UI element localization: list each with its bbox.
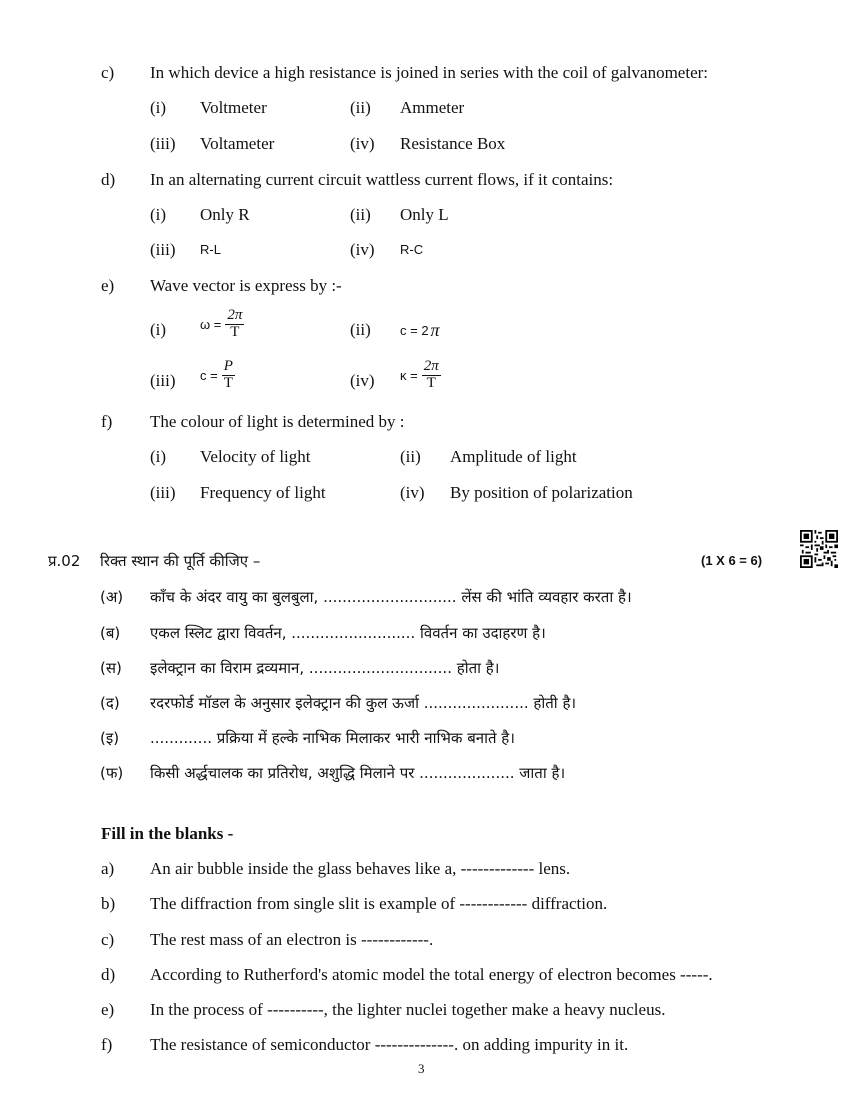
formula-lhs: ω = xyxy=(200,316,222,332)
formula-kappa-2pi-over-t xyxy=(400,359,441,392)
formula-lhs: c = 2 xyxy=(400,323,429,338)
fraction-denominator: T xyxy=(223,374,233,391)
formula-lhs: c = xyxy=(200,367,218,383)
formula-rhs: π xyxy=(430,320,440,340)
question-d-option-1-num: (i) xyxy=(150,205,167,224)
question-f-option-1-num: (i) xyxy=(150,447,167,466)
question-c-option-1-num: (i) xyxy=(150,98,167,117)
english-item-text: In the process of ----------, the lighter nuclei together make a heavy nucleus. xyxy=(150,1000,666,1019)
question-d-text: In an alternating current circuit wattless current flows, if it contains: xyxy=(150,170,614,189)
question-f-option-4-num: (iv) xyxy=(400,483,425,502)
question-e-option-4-num: (iv) xyxy=(350,371,375,390)
hindi-item-label: (फ) xyxy=(100,764,124,782)
hindi-item-text: काँच के अंदर वायु का बुलबुला, ............................ लेंस की भांति व्यवहार करता है। xyxy=(150,588,632,606)
english-item-text: According to Rutherford's atomic model the total energy of electron becomes -----. xyxy=(150,965,713,984)
question-f-option-2-num: (ii) xyxy=(400,447,421,466)
question-c-option-4-num: (iv) xyxy=(350,134,375,153)
hindi-item-text: किसी अर्द्धचालक का प्रतिरोध, अशुद्धि मिलाने पर .................... जाता है। xyxy=(150,764,566,782)
fraction-numerator: 2π xyxy=(227,307,243,323)
question-c-option-2-text: Ammeter xyxy=(400,98,465,117)
question-f-option-2-text: Amplitude of light xyxy=(450,447,577,466)
question-f-option-4-text: By position of polarization xyxy=(450,483,633,502)
question-f-text: The colour of light is determined by : xyxy=(150,412,405,431)
fraction-denominator: T xyxy=(230,323,240,340)
question-c-label: c) xyxy=(101,63,115,82)
question-2-heading: रिक्त स्थान की पूर्ति कीजिए – xyxy=(100,552,261,570)
marks-badge: (1 X 6 = 6) xyxy=(701,553,763,568)
fraction xyxy=(422,359,441,392)
page-number: 3 xyxy=(418,1061,425,1076)
question-e-label: e) xyxy=(101,276,115,295)
question-c-option-3-num: (iii) xyxy=(150,134,176,153)
english-item-text: The resistance of semiconductor --------------. on adding impurity in it. xyxy=(150,1035,629,1054)
question-2-number: प्र.02 xyxy=(48,552,81,570)
english-item-label: c) xyxy=(101,930,115,949)
question-d-option-4-num: (iv) xyxy=(350,240,375,259)
english-item-label: d) xyxy=(101,965,116,984)
question-d-option-4-text: R-C xyxy=(400,242,424,257)
hindi-item-label: (ब) xyxy=(100,624,121,642)
question-d-option-3-text: R-L xyxy=(200,242,221,257)
question-d-label: d) xyxy=(101,170,116,189)
fill-blanks-heading: Fill in the blanks - xyxy=(101,824,234,843)
question-d-option-3-num: (iii) xyxy=(150,240,176,259)
question-f-label: f) xyxy=(101,412,113,431)
question-e-option-2-num: (ii) xyxy=(350,320,371,339)
question-d-option-1-text: Only R xyxy=(200,205,250,224)
formula-c-p-over-t xyxy=(200,359,235,392)
question-c-option-4-text: Resistance Box xyxy=(400,134,506,153)
fraction-denominator: T xyxy=(426,374,436,391)
english-item-text: An air bubble inside the glass behaves like a, ------------- lens. xyxy=(150,859,571,878)
question-e-option-1-num: (i) xyxy=(150,320,167,339)
english-item-label: e) xyxy=(101,1000,115,1019)
hindi-item-label: (अ) xyxy=(100,588,124,606)
question-f-option-3-num: (iii) xyxy=(150,483,176,502)
fraction-numerator: 2π xyxy=(423,358,439,374)
hindi-item-text: रदरफोर्ड मॉडल के अनुसार इलेक्ट्रान की कुल ऊर्जा ...................... होती है। xyxy=(150,694,577,712)
fraction-numerator: P xyxy=(223,358,233,374)
question-e-text: Wave vector is express by :- xyxy=(150,276,342,295)
question-f-option-3-text: Frequency of light xyxy=(200,483,326,502)
fraction xyxy=(225,308,244,341)
question-c-option-3-text: Voltameter xyxy=(200,134,275,153)
english-item-text: The rest mass of an electron is ------------. xyxy=(150,930,434,949)
hindi-item-label: (द) xyxy=(100,694,120,712)
question-c-option-1-text: Voltmeter xyxy=(200,98,267,117)
formula-c-2pi xyxy=(400,320,440,341)
english-item-text: The diffraction from single slit is example of ------------ diffraction. xyxy=(150,894,608,913)
english-item-label: b) xyxy=(101,894,116,913)
question-c-option-2-num: (ii) xyxy=(350,98,371,117)
formula-omega-2pi-over-t xyxy=(200,308,244,341)
hindi-item-label: (स) xyxy=(100,659,122,677)
fraction xyxy=(222,359,235,392)
hindi-item-text: एकल स्लिट द्वारा विवर्तन, .......................... विवर्तन का उदाहरण है। xyxy=(150,624,546,642)
qr-code-icon xyxy=(800,530,838,568)
english-item-label: f) xyxy=(101,1035,113,1054)
question-f-option-1-text: Velocity of light xyxy=(200,447,311,466)
hindi-item-text: इलेक्ट्रान का विराम द्रव्यमान, .............................. होता है। xyxy=(150,659,500,677)
question-d-option-2-num: (ii) xyxy=(350,205,371,224)
hindi-item-text: ............. प्रक्रिया में हल्के नाभिक मिलाकर भारी नाभिक बनाते है। xyxy=(150,729,515,747)
hindi-item-label: (इ) xyxy=(100,729,120,747)
question-d-option-2-text: Only L xyxy=(400,205,449,224)
question-c-text: In which device a high resistance is joined in series with the coil of galvanometer: xyxy=(150,63,708,82)
english-item-label: a) xyxy=(101,859,115,878)
question-e-option-3-num: (iii) xyxy=(150,371,176,390)
formula-lhs: κ = xyxy=(400,367,418,383)
